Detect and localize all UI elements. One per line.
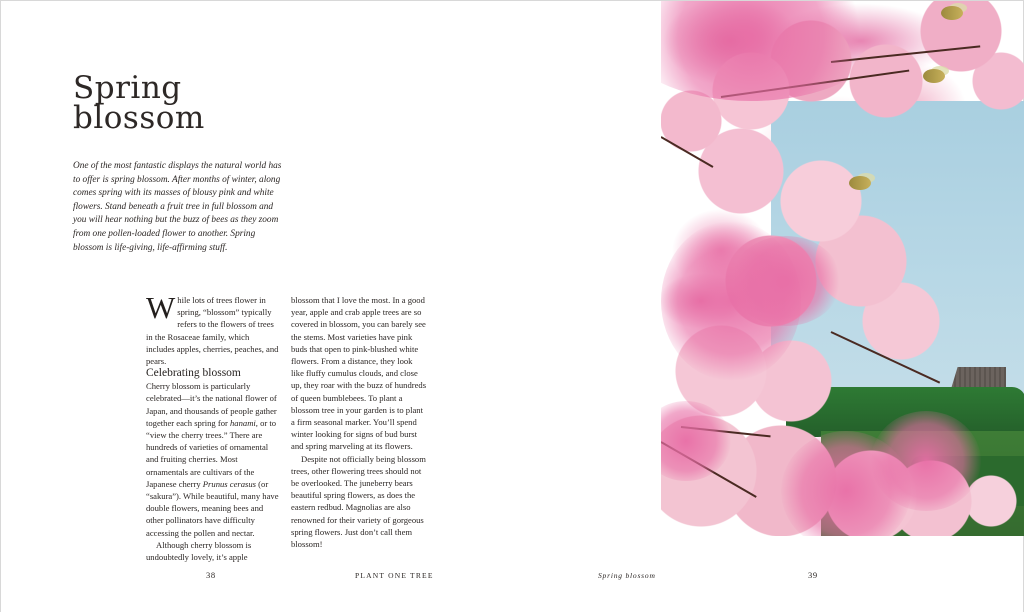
body-column-2 [291, 294, 427, 550]
bee-icon [941, 6, 963, 20]
intro-paragraph: One of the most fantastic displays the natural world has to offer is spring blossom. After months of winter, along comes spring with its masses of blousy pink and white flowers. Stand beneath a fruit tree in full blossom and you will hear nothing but the buzz of bees as they zoom from one pollen-loaded flower to another. Spring blossom is life-giving, life-affirming stuff. [73, 161, 282, 253]
cherry-blossom-illustration [661, 1, 1024, 536]
paragraph-3: Although cherry blossom is undoubtedly lovely, it’s apple [146, 539, 252, 563]
blurred-blossom [731, 236, 841, 326]
running-head-left: PLANT ONE TREE [355, 571, 434, 580]
bee-icon [849, 176, 871, 190]
page-number-right: 39 [808, 570, 818, 580]
paragraph-continued: blossom that I love the most. In a good year, apple and crab apple trees are so covered in blossom, you can barely see the stems. Most varieties have pink buds that open to pink-blushed white flowers. From a distance, they look like fluffy cumulus clouds, and close up, they roar with the buzz of hundreds of queen bumblebees. To plant a blossom tree in your garden is to plant a firm seasonal marker. You’ll spend winter looking for signs of bud burst and spring marveling at its flowers. [291, 295, 427, 452]
running-head-right: Spring blossom [598, 571, 656, 580]
drop-cap: W [146, 290, 176, 325]
paragraph-2: Cherry blossom is particularly celebrated—it’s the national flower of Japan, and thousands of people gather together each spring for hanami, or to “view the cherry trees.” There are hundreds of varieties of ornamental and fruiting cherries. Most ornamentals are cultivars of the Japanese cherry Prunus cerasus (or “sakura”). While beautiful, many have double flowers, meaning bees and other pollinators have difficulty accessing the pollen and nectar. [146, 381, 279, 538]
title-line-2: blossom [73, 100, 205, 136]
subheading: Celebrating blossom [146, 367, 241, 380]
page-number-left: 38 [206, 570, 216, 580]
page-title [73, 70, 205, 136]
bee-icon [923, 69, 945, 83]
blurred-blossom [871, 411, 981, 511]
title-line-1: Spring [73, 70, 182, 106]
paragraph-1: While lots of trees flower in spring, “blossom” typically refers to the flowers of trees in the Rosaceae family, which includes apples, cherries, peaches, and pears. [146, 290, 279, 367]
body-column-1 [146, 290, 280, 563]
paragraph-4: Despite not officially being blossom trees, other flowering trees should not be overlooked. The juneberry bears beautiful spring flowers, as does the eastern redbud. Magnolias are also renowned for their variety of gorgeous spring flowers. Just don’t call them blossom! [291, 453, 426, 550]
